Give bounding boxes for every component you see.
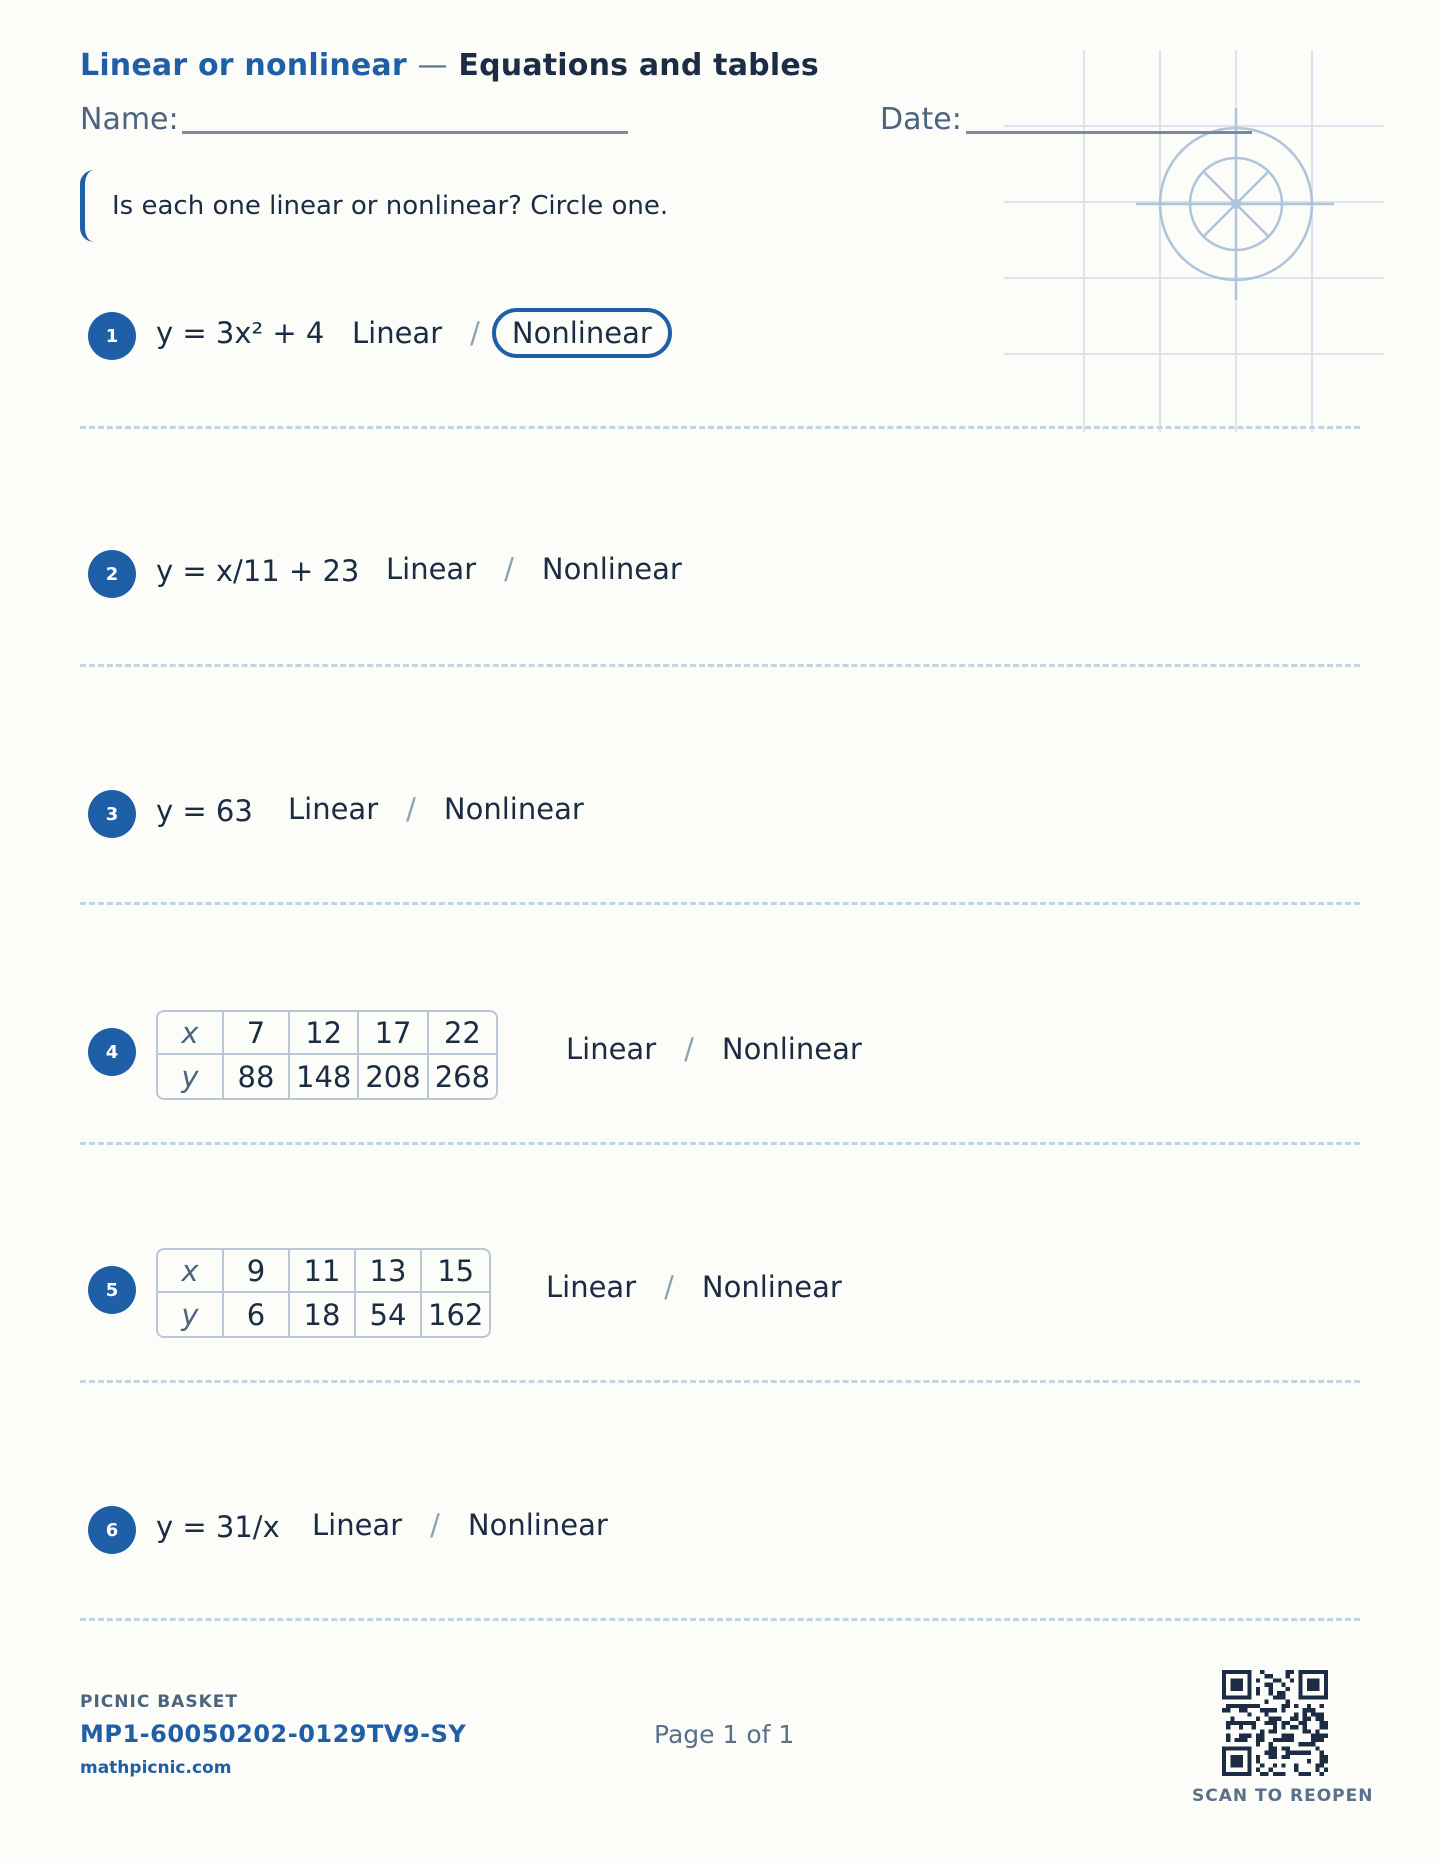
- answer-options: [530, 1264, 858, 1310]
- problem-divider: [80, 1618, 1360, 1621]
- option-separator: /: [430, 1508, 440, 1542]
- answer-options: [550, 1026, 878, 1072]
- table-cell: 6: [224, 1293, 290, 1336]
- table-cell: 17: [359, 1012, 428, 1055]
- table-y-label: y: [158, 1293, 224, 1336]
- answer-options: [296, 1502, 624, 1548]
- problem-2: [80, 518, 1360, 638]
- answer-options: [272, 786, 600, 832]
- table-x-label: x: [158, 1012, 224, 1055]
- answer-options: [370, 546, 698, 592]
- problem-5: [80, 1238, 1360, 1358]
- table-row-y: [158, 1055, 496, 1098]
- problem-number-badge: 2: [88, 550, 136, 598]
- option-linear[interactable]: Linear: [312, 1508, 403, 1542]
- table-row-x: [158, 1012, 496, 1055]
- instruction-text: Is each one linear or nonlinear? Circle one.: [112, 191, 669, 221]
- table-cell: 54: [356, 1293, 422, 1336]
- table-cell: 268: [434, 1059, 491, 1094]
- qr-code-icon[interactable]: [1222, 1670, 1328, 1776]
- problem-equation: y = 31/x: [156, 1510, 280, 1544]
- title-accent: Linear or nonlinear: [80, 48, 407, 83]
- problem-number-badge: 4: [88, 1028, 136, 1076]
- option-linear[interactable]: Linear: [352, 316, 443, 350]
- table-row-y: [158, 1293, 489, 1336]
- option-separator: /: [406, 792, 416, 826]
- answer-options: [336, 308, 672, 358]
- name-field[interactable]: [182, 131, 628, 134]
- name-label: Name:: [80, 102, 179, 137]
- site-link[interactable]: mathpicnic.com: [80, 1758, 232, 1778]
- table-row-x: [158, 1250, 489, 1293]
- option-linear[interactable]: Linear: [386, 552, 477, 586]
- page-number: Page 1 of 1: [654, 1720, 795, 1749]
- option-linear[interactable]: Linear: [546, 1270, 637, 1304]
- problem-divider: [80, 426, 1360, 429]
- xy-table: [156, 1248, 491, 1338]
- problem-equation: y = 3x² + 4: [156, 316, 325, 350]
- date-label: Date:: [880, 102, 962, 137]
- problem-number-badge: 6: [88, 1506, 136, 1554]
- table-cell: 7: [224, 1012, 290, 1055]
- option-separator: /: [684, 1032, 694, 1066]
- table-cell: 88: [224, 1055, 290, 1098]
- table-cell: 15: [422, 1250, 489, 1293]
- problem-4: [80, 1000, 1360, 1120]
- problem-number-badge: 1: [88, 312, 136, 360]
- table-cell: 9: [224, 1250, 290, 1293]
- problem-1: [80, 280, 1360, 400]
- instruction-bracket: [80, 170, 94, 242]
- problem-divider: [80, 664, 1360, 667]
- footer-brand-block: [80, 1692, 466, 1778]
- option-separator: /: [664, 1270, 674, 1304]
- table-cell: 18: [290, 1293, 356, 1336]
- table-cell: 208: [359, 1055, 428, 1098]
- option-nonlinear[interactable]: Nonlinear: [443, 792, 584, 826]
- instruction-box: [80, 170, 880, 242]
- option-nonlinear[interactable]: Nonlinear: [467, 1508, 608, 1542]
- option-nonlinear[interactable]: Nonlinear: [701, 1270, 842, 1304]
- problem-divider: [80, 1380, 1360, 1383]
- option-separator: /: [504, 552, 514, 586]
- option-separator: /: [470, 316, 480, 350]
- option-nonlinear-circled[interactable]: Nonlinear: [492, 308, 672, 358]
- problem-equation: y = 63: [156, 794, 253, 828]
- table-cell: 22: [429, 1012, 496, 1055]
- table-y-label: y: [158, 1055, 224, 1098]
- option-nonlinear[interactable]: Nonlinear: [541, 552, 682, 586]
- table-cell: 148: [290, 1055, 359, 1098]
- date-field[interactable]: [966, 131, 1252, 134]
- table-cell: 13: [356, 1250, 422, 1293]
- problem-number-badge: 5: [88, 1266, 136, 1314]
- worksheet-code: MP1-60050202-0129TV9-SY: [80, 1720, 467, 1748]
- problem-number-badge: 3: [88, 790, 136, 838]
- problem-equation: y = x/11 + 23: [156, 554, 360, 588]
- table-cell: 11: [290, 1250, 356, 1293]
- page-title: [80, 48, 819, 83]
- title-separator: —: [417, 48, 448, 83]
- option-linear[interactable]: Linear: [566, 1032, 657, 1066]
- table-x-label: x: [158, 1250, 224, 1293]
- problem-divider: [80, 902, 1360, 905]
- problem-divider: [80, 1142, 1360, 1145]
- title-main: Equations and tables: [458, 48, 819, 83]
- problem-3: [80, 758, 1360, 878]
- name-date-row: [80, 102, 1360, 142]
- problem-6: [80, 1474, 1360, 1594]
- option-linear[interactable]: Linear: [288, 792, 379, 826]
- qr-caption: SCAN TO REOPEN: [1192, 1786, 1374, 1806]
- table-cell: 162: [428, 1297, 484, 1332]
- xy-table: [156, 1010, 498, 1100]
- table-cell: 12: [290, 1012, 359, 1055]
- option-nonlinear[interactable]: Nonlinear: [721, 1032, 862, 1066]
- brand-label: PICNIC BASKET: [80, 1692, 238, 1712]
